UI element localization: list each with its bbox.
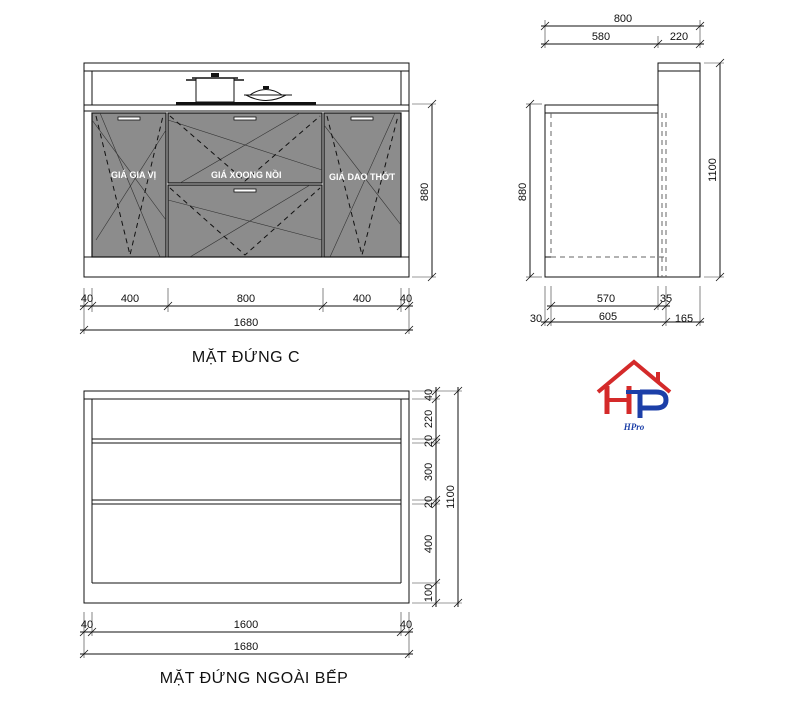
wok-icon: [244, 86, 292, 101]
dim-outer-total: 1680: [233, 641, 259, 653]
dim-front-right-door: 400: [352, 293, 372, 305]
dim-front-total: 1680: [233, 317, 259, 329]
dim-front-middle: 800: [236, 293, 256, 305]
dim-side-bar-height: 1100: [707, 158, 719, 182]
dim-side-counter-height: 880: [517, 182, 529, 202]
front-view: [80, 63, 436, 366]
dim-side-overhang: 30: [529, 313, 543, 325]
pot-icon: [186, 73, 244, 102]
outer-vertical-dims: [412, 387, 462, 607]
dim-front-right-side: 40: [399, 293, 413, 305]
middle-lower-drawer: [168, 185, 322, 257]
front-view-title: MẶT ĐỨNG C: [191, 349, 301, 366]
dim-outer-right-side: 40: [399, 619, 413, 631]
dim-side-panel: 35: [659, 293, 673, 305]
dim-outer-total-height: 1100: [445, 485, 457, 509]
outer-bottom-dims: [80, 612, 413, 658]
dim-outer-upper-space: 220: [423, 409, 435, 429]
dim-side-bar-base: 165: [674, 313, 694, 325]
label-knife-rack: GIÁ DAO THỚT: [329, 172, 396, 182]
logo-text: HPro: [623, 422, 645, 432]
right-door-handle: [351, 117, 373, 120]
lower-drawer-handle: [234, 189, 256, 192]
dim-front-left-side: 40: [80, 293, 94, 305]
side-countertop: [545, 105, 658, 113]
dim-outer-middle-space: 300: [423, 462, 435, 482]
outer-view-title: MẶT ĐỨNG NGOÀI BẾP: [159, 670, 349, 687]
label-spice-rack: GIÁ GIA VỊ: [111, 170, 157, 180]
label-pot-rack: GIÁ XOONG NỒI: [211, 170, 282, 180]
upper-drawer-handle: [234, 117, 256, 120]
dim-outer-plinth: 100: [423, 583, 435, 603]
side-bar-unit: [658, 63, 700, 277]
dim-outer-left-side: 40: [80, 619, 94, 631]
dim-outer-shelf-2: 20: [423, 495, 435, 509]
outer-view: [80, 387, 462, 687]
dim-side-top-total: 800: [613, 13, 633, 25]
dim-outer-top: 40: [423, 388, 435, 402]
dim-side-inner-depth: 570: [596, 293, 616, 305]
outer-cabinet-frame: [84, 391, 409, 603]
hpro-logo: [598, 362, 670, 432]
dim-outer-lower-space: 400: [423, 534, 435, 554]
dim-outer-inner-width: 1600: [233, 619, 259, 631]
front-bottom-dims: [80, 288, 413, 334]
dim-outer-shelf-1: 20: [423, 434, 435, 448]
dim-side-counter-depth: 580: [591, 31, 611, 43]
dim-front-height: 880: [419, 182, 431, 202]
side-base-cabinet: [545, 113, 658, 277]
dim-side-bar-depth: 220: [669, 31, 689, 43]
side-view: [517, 13, 724, 326]
dim-front-left-door: 400: [120, 293, 140, 305]
dim-side-base-depth: 605: [598, 311, 618, 323]
left-door-handle: [118, 117, 140, 120]
